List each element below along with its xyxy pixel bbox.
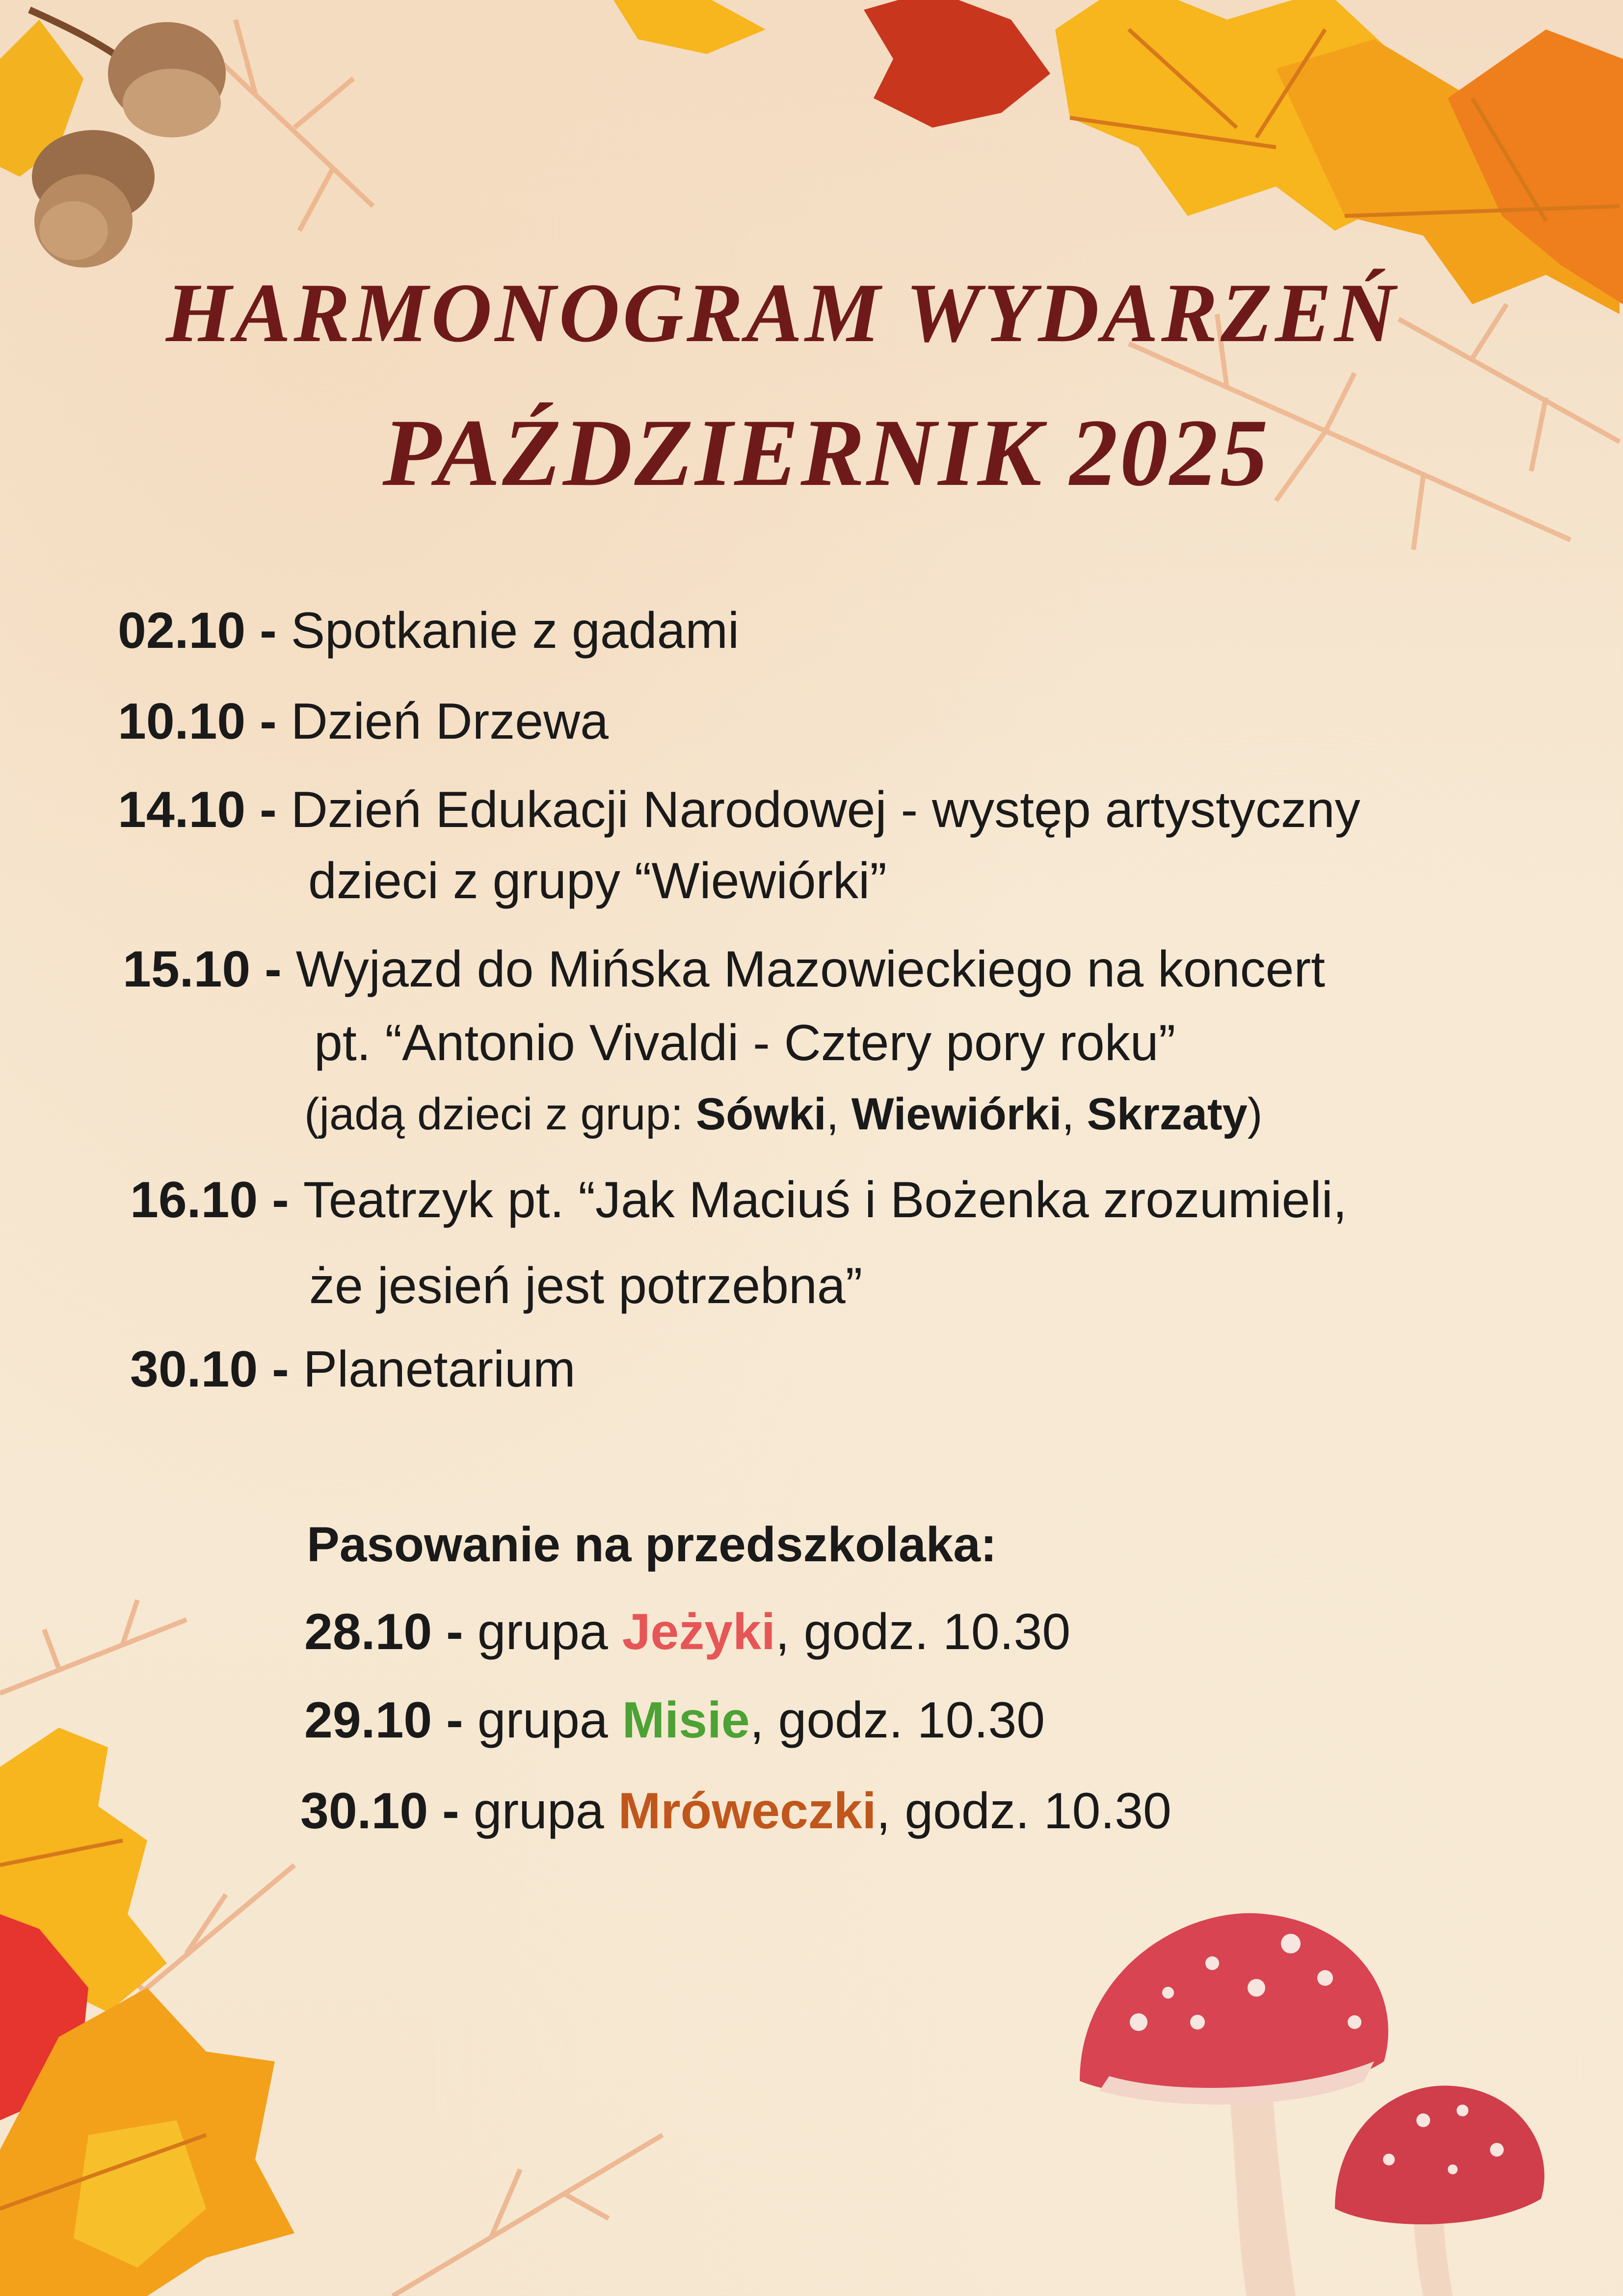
note-text: )	[1247, 1089, 1263, 1139]
event-date: 10.10	[118, 693, 246, 750]
group-name: Wiewiórki	[851, 1089, 1062, 1139]
group-name: Sówki	[695, 1089, 826, 1139]
event-row	[130, 1340, 576, 1399]
event-title: Wyjazd do Mińska Mazowieckiego na koncert	[295, 941, 1326, 998]
event-date: 14.10	[118, 781, 246, 838]
page-subtitle: PAŹDZIERNIK 2025	[382, 400, 1270, 506]
pasowanie-date: 30.10	[300, 1783, 428, 1840]
event-date: 16.10	[130, 1172, 258, 1228]
event-title: Spotkanie z gadami	[291, 602, 740, 659]
event-title-continued: że jesień jest potrzebna”	[309, 1257, 863, 1314]
event-title-continued: pt. “Antonio Vivaldi - Cztery pory roku”	[314, 1015, 1176, 1071]
event-row	[118, 692, 609, 751]
mushrooms-icon	[1080, 1913, 1544, 2296]
event-row	[130, 1171, 1347, 1229]
group-name: Skrzaty	[1087, 1089, 1248, 1139]
event-row	[118, 601, 739, 660]
note-text: ,	[826, 1089, 851, 1139]
event-title-continued: dzieci z grupy “Wiewiórki”	[308, 853, 887, 909]
group-name: Jeżyki	[622, 1603, 775, 1660]
event-date: 15.10	[123, 941, 251, 998]
time-text: , godz. 10.30	[749, 1692, 1045, 1749]
event-title: Planetarium	[303, 1341, 576, 1398]
pasowanie-row	[300, 1782, 1171, 1841]
group-prefix: grupa	[477, 1603, 622, 1660]
event-separator: -	[432, 1603, 478, 1660]
pasowanie-date: 28.10	[304, 1603, 432, 1660]
event-separator: -	[432, 1692, 478, 1749]
pasowanie-row	[304, 1691, 1045, 1750]
group-prefix: grupa	[473, 1783, 618, 1840]
event-row	[118, 780, 1360, 839]
event-date: 30.10	[130, 1341, 258, 1398]
event-row	[123, 940, 1325, 999]
event-separator: -	[258, 1341, 303, 1398]
event-note	[304, 1085, 1262, 1144]
note-text: ,	[1062, 1089, 1087, 1139]
time-text: , godz. 10.30	[876, 1783, 1171, 1840]
section-heading: Pasowanie na przedszkolaka:	[307, 1517, 997, 1572]
note-text: (jadą dzieci z grup:	[304, 1089, 696, 1139]
event-separator: -	[245, 781, 291, 838]
acorns-icon	[0, 10, 226, 267]
event-separator: -	[428, 1783, 474, 1840]
event-title: Dzień Drzewa	[291, 693, 609, 750]
group-prefix: grupa	[477, 1692, 622, 1749]
pasowanie-row	[304, 1602, 1070, 1661]
event-title: Dzień Edukacji Narodowej - występ artystyczny	[291, 781, 1360, 838]
event-separator: -	[258, 1172, 303, 1228]
event-separator: -	[245, 602, 291, 659]
group-name: Mróweczki	[618, 1783, 877, 1840]
event-title: Teatrzyk pt. “Jak Maciuś i Bożenka zrozumieli,	[303, 1172, 1347, 1228]
page-title: HARMONOGRAM WYDARZEŃ	[166, 267, 1398, 360]
time-text: , godz. 10.30	[775, 1603, 1071, 1660]
event-separator: -	[245, 693, 291, 750]
pasowanie-date: 29.10	[304, 1692, 432, 1749]
event-separator: -	[250, 941, 296, 998]
maple-leaves-bottom-left-icon	[0, 1728, 294, 2296]
group-name: Misie	[622, 1692, 750, 1749]
event-date: 02.10	[118, 602, 246, 659]
